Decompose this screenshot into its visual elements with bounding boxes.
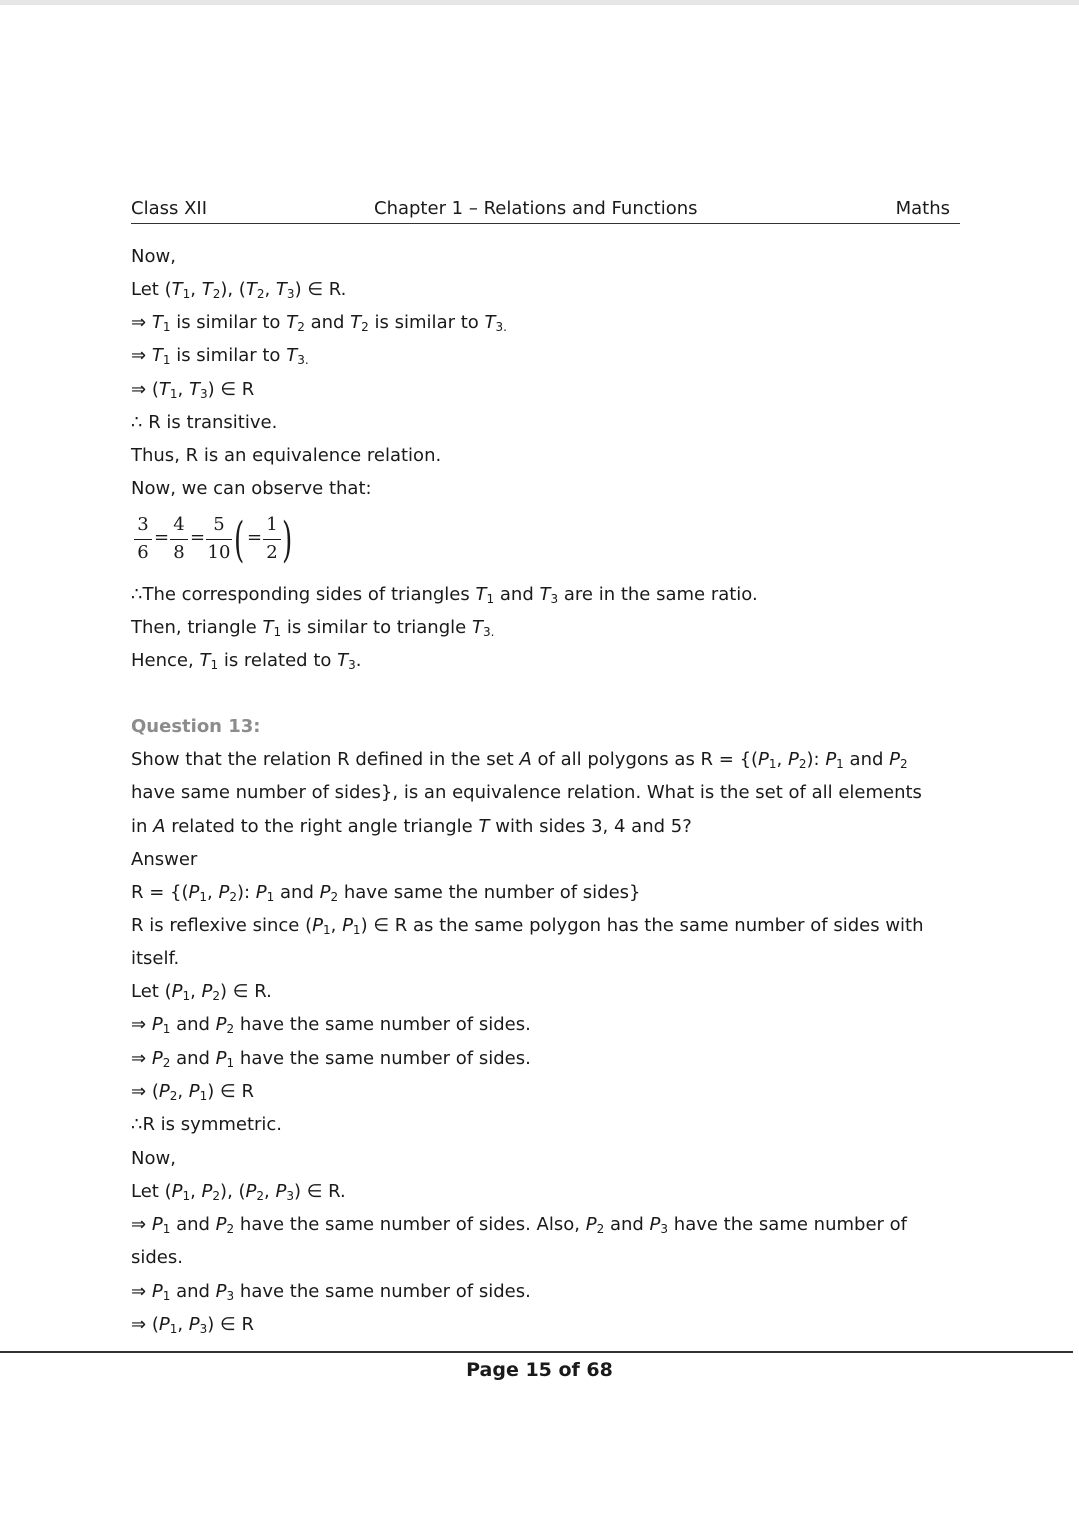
- text-line: ⇒ ($P_1$, $P_3$) ∈ R: [131, 1314, 254, 1336]
- text-line: $R = \{(P_1$, $P_2$): $P_1$ and $P_2$ have same the number of sides}: [131, 882, 641, 904]
- text-line: itself.: [131, 948, 180, 969]
- text-line: ∴R is symmetric.: [131, 1114, 283, 1135]
- text-line: Then, triangle $T_1$ is similar to triangle $T_{3.}$: [131, 617, 495, 639]
- top-border: [0, 0, 1079, 5]
- text-line: Thus, R is an equivalence relation.: [131, 445, 442, 466]
- close-paren: ): [282, 512, 293, 568]
- ratio-equation: 3 6 = 4 8 = 5 10 ( = 1 2 ): [134, 514, 304, 570]
- text-line: ∴ R is transitive.: [131, 412, 278, 433]
- footer-rule: [0, 1351, 1073, 1353]
- answer-label: Answer: [131, 849, 198, 870]
- open-paren: (: [234, 512, 245, 568]
- question-title: Question 13:: [131, 716, 261, 737]
- equals-sign: =: [247, 527, 263, 548]
- text-line: Let ($P_1$, $P_2$), ($P_2$, $P_3$) ∈ R.: [131, 1181, 346, 1203]
- text-line: ⇒ ($P_2$, $P_1$) ∈ R: [131, 1081, 254, 1103]
- question-line: have same number of sides}, is an equivalence relation. What is the set of all elements: [131, 782, 922, 803]
- text-line: ⇒ $P_1$ and $P_3$ have the same number of sides.: [131, 1281, 531, 1303]
- text-line: ⇒ $P_2$ and $P_1$ have the same number of sides.: [131, 1048, 531, 1070]
- text-line: R is reflexive since ($P_1$, $P_1$) ∈ R as the same polygon has the same number of sides with: [131, 915, 924, 937]
- text-line: ⇒ $T_1$ is similar to $T_{3.}$: [131, 345, 309, 367]
- text-line: ∴The corresponding sides of triangles $T_1$ and $T_3$ are in the same ratio.: [131, 584, 758, 606]
- text-line: ⇒ ($T_1$, $T_3$) ∈ R: [131, 379, 255, 401]
- text-line: ⇒ $P_1$ and $P_2$ have the same number of sides.: [131, 1014, 531, 1036]
- question-line: Show that the relation R defined in the set A of all polygons as $R = \{(P_1$, $P_2$): $P_1$ and $P_2$: [131, 749, 908, 771]
- text-line: ⇒ $P_1$ and $P_2$ have the same number of sides. Also, $P_2$ and $P_3$ have the same number of: [131, 1214, 907, 1236]
- header-class: Class XII: [131, 198, 208, 219]
- text-line: Now, we can observe that:: [131, 478, 372, 499]
- text-line: ⇒ $T_1$ is similar to $T_2$ and $T_2$ is similar to $T_{3.}$: [131, 312, 507, 334]
- question-line: in A related to the right angle triangle T with sides 3, 4 and 5?: [131, 816, 692, 837]
- page-header: [131, 198, 960, 224]
- text-line: Let ($T_1$, $T_2$), ($T_2$, $T_3$) ∈ R.: [131, 279, 347, 301]
- equals-sign: =: [154, 527, 170, 548]
- text-line: Now,: [131, 246, 176, 267]
- page-number: Page 15 of 68: [466, 1359, 613, 1381]
- header-chapter: Chapter 1 – Relations and Functions: [374, 198, 698, 219]
- text-line: Hence, $T_1$ is related to $T_3$.: [131, 650, 362, 672]
- text-line: Let ($P_1$, $P_2$) ∈ R.: [131, 981, 272, 1003]
- header-subject: Maths: [895, 198, 950, 219]
- equals-sign: =: [190, 527, 206, 548]
- text-line: sides.: [131, 1247, 183, 1268]
- text-line: Now,: [131, 1148, 176, 1169]
